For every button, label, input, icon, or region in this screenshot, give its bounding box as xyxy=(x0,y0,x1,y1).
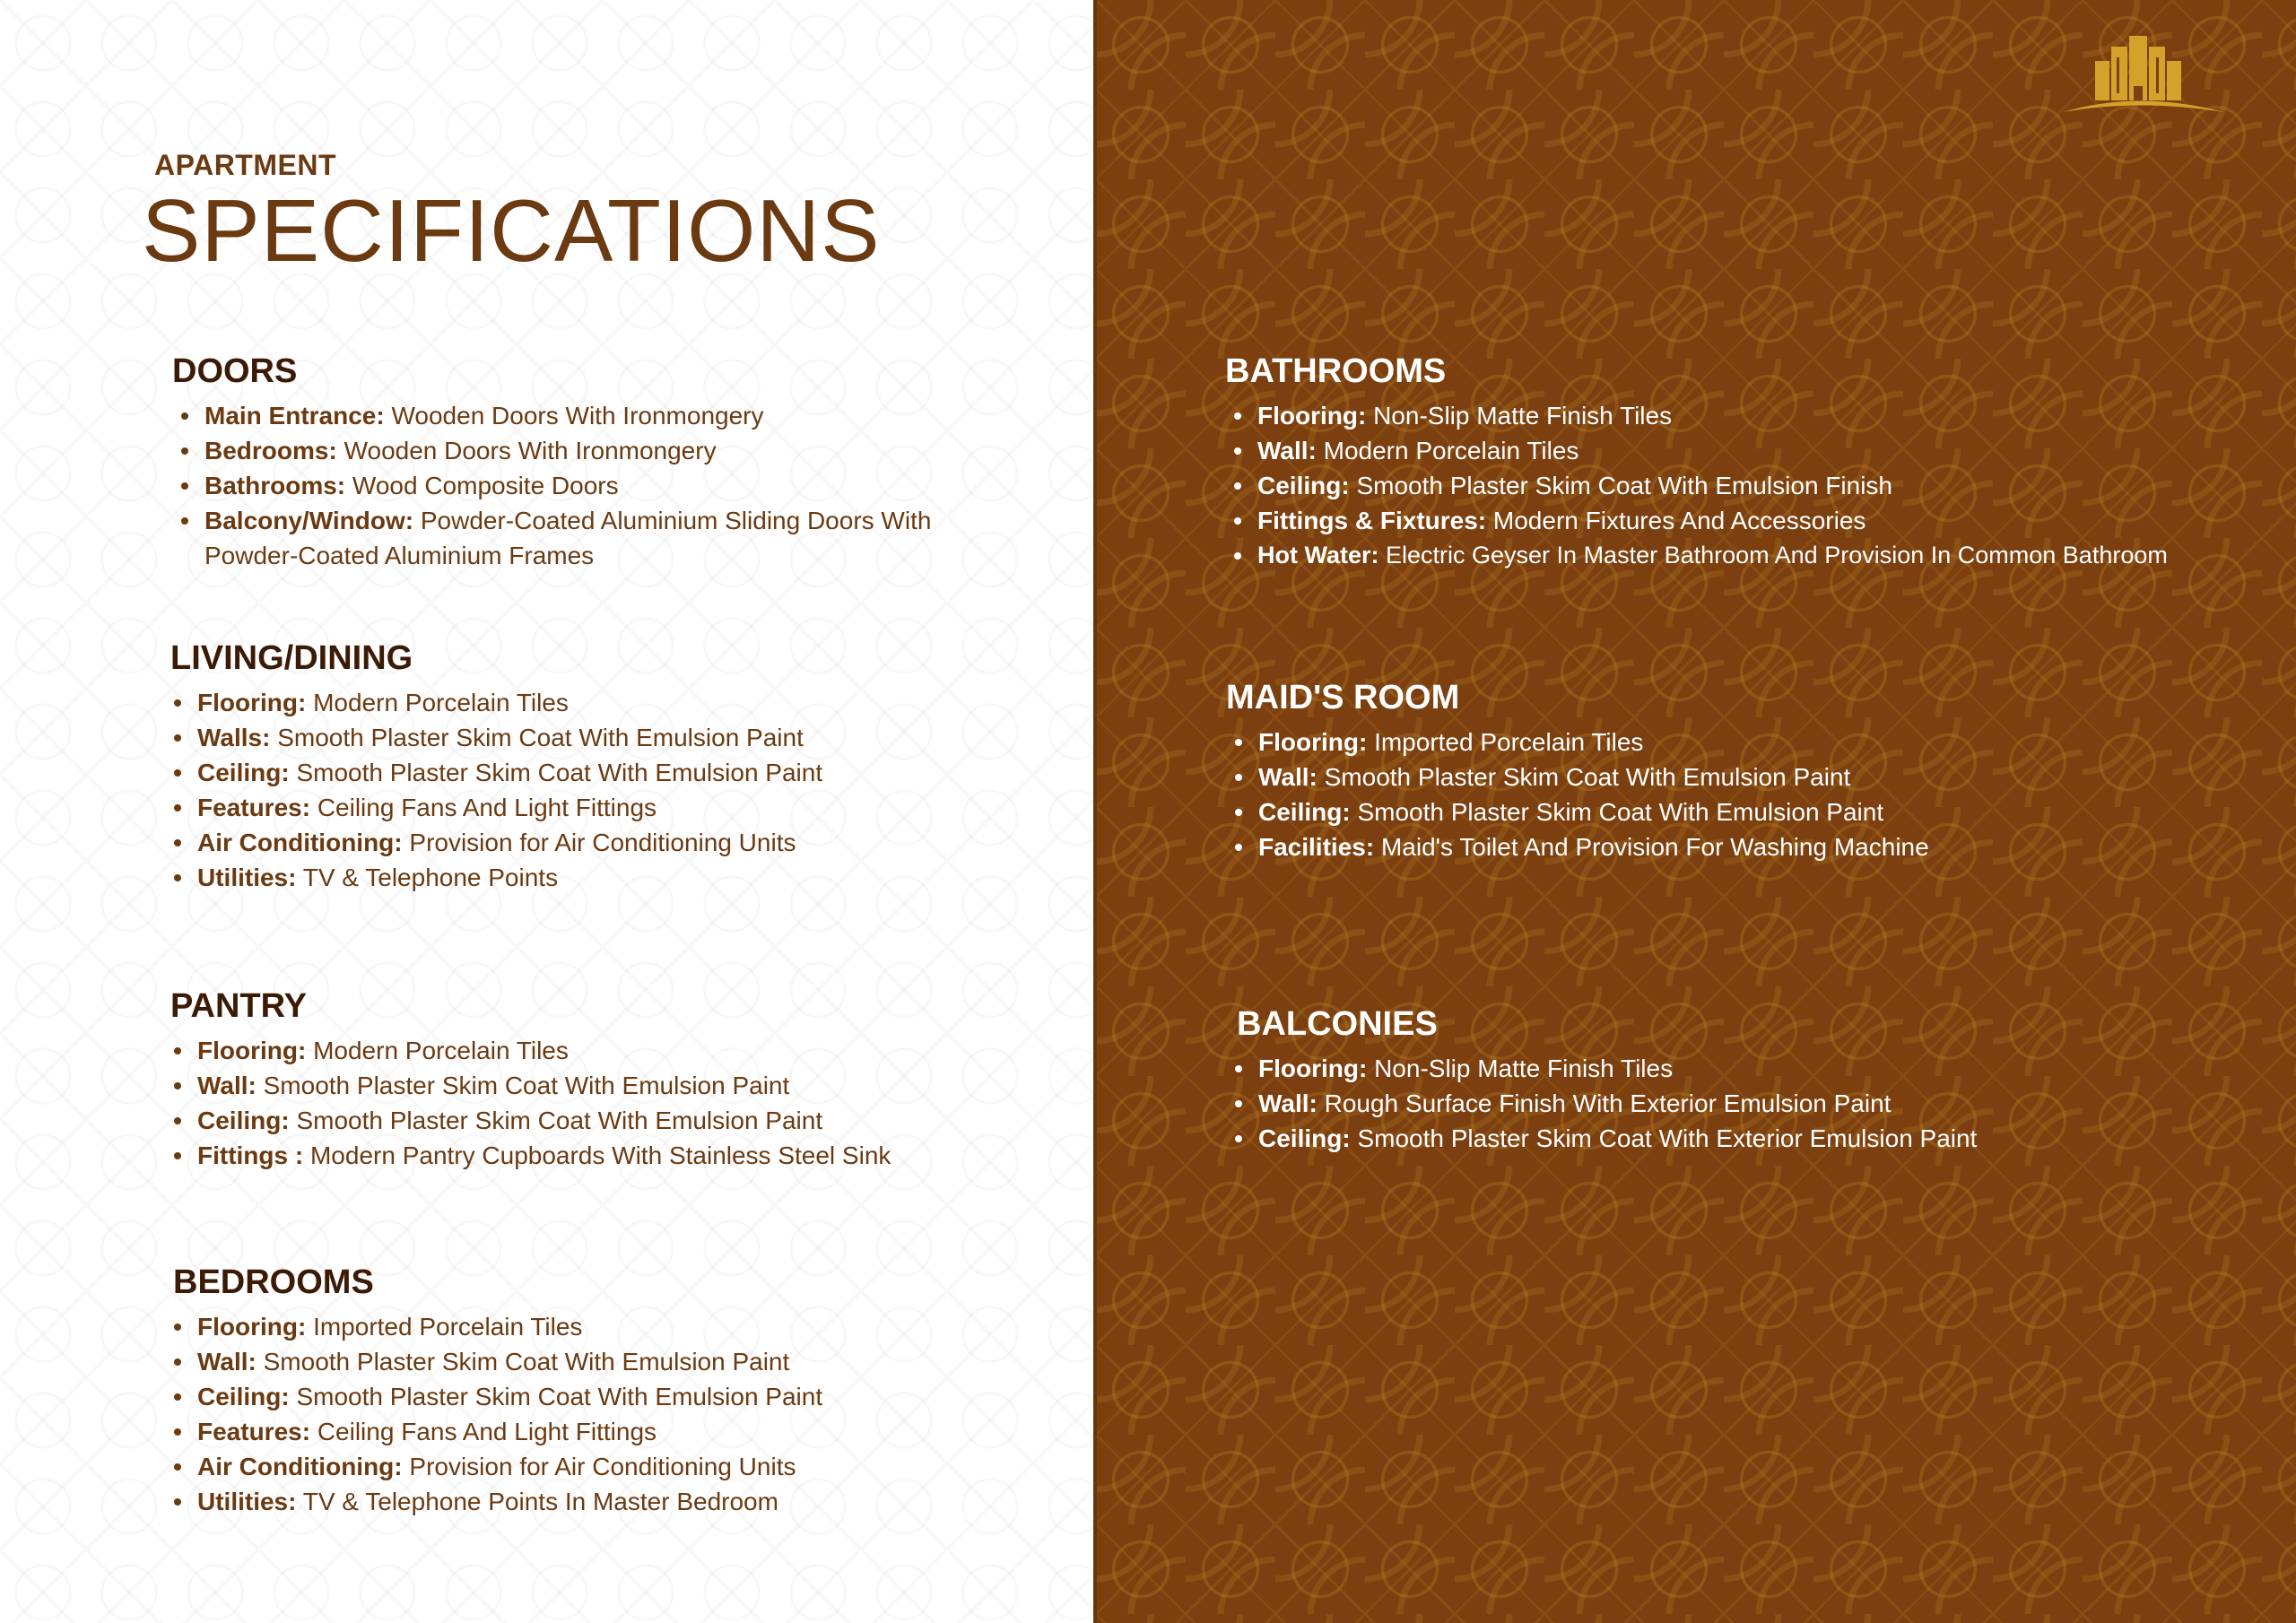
list-item: Bedrooms: Wooden Doors With Ironmongery xyxy=(204,433,1033,468)
spec-list xyxy=(1237,1051,2268,1156)
list-item: Wall: Smooth Plaster Skim Coat With Emulsion Paint xyxy=(1258,759,2266,794)
list-item: Utilities: TV & Telephone Points xyxy=(197,860,1031,895)
list-item: Bathrooms: Wood Composite Doors xyxy=(204,468,1033,503)
section-pantry xyxy=(170,988,1031,1173)
section-bathrooms xyxy=(1225,353,2283,573)
list-item: Features: Ceiling Fans And Light Fittings xyxy=(197,790,1031,825)
section-title: PANTRY xyxy=(170,987,307,1025)
list-item: Flooring: Non-Slip Matte Finish Tiles xyxy=(1257,398,2283,433)
spec-list xyxy=(1225,398,2283,573)
list-item: Ceiling: Smooth Plaster Skim Coat With Emulsion Paint xyxy=(1258,794,2266,829)
list-item: Flooring: Imported Porcelain Tiles xyxy=(1258,725,2266,759)
list-item: Flooring: Imported Porcelain Tiles xyxy=(197,1309,1034,1344)
list-item: Flooring: Modern Porcelain Tiles xyxy=(197,1033,1031,1068)
list-item: Air Conditioning: Provision for Air Conditioning Units xyxy=(197,1449,1034,1484)
spec-list xyxy=(173,1309,1034,1519)
section-living-dining xyxy=(170,640,1031,895)
section-title: MAID'S ROOM xyxy=(1226,679,1460,716)
list-item: Flooring: Non-Slip Matte Finish Tiles xyxy=(1258,1051,2268,1086)
page-kicker: APARTMENT xyxy=(154,149,336,181)
list-item: Facilities: Maid's Toilet And Provision For Washing Machine xyxy=(1258,829,2266,864)
list-item: Fittings : Modern Pantry Cupboards With Stainless Steel Sink xyxy=(197,1138,1031,1173)
list-item: Ceiling: Smooth Plaster Skim Coat With Emulsion Paint xyxy=(197,1379,1034,1414)
list-item: Flooring: Modern Porcelain Tiles xyxy=(197,685,1031,720)
section-balconies xyxy=(1237,1006,2268,1156)
list-item: Features: Ceiling Fans And Light Fittings xyxy=(197,1414,1034,1449)
list-item: Wall: Smooth Plaster Skim Coat With Emulsion Paint xyxy=(197,1068,1031,1103)
list-item: Utilities: TV & Telephone Points In Master Bedroom xyxy=(197,1484,1034,1519)
spec-list xyxy=(170,685,1031,895)
list-item: Wall: Modern Porcelain Tiles xyxy=(1257,433,2283,468)
page-title: SPECIFICATIONS xyxy=(142,181,881,280)
list-item: Wall: Rough Surface Finish With Exterior Emulsion Paint xyxy=(1258,1086,2268,1121)
list-item: Wall: Smooth Plaster Skim Coat With Emulsion Paint xyxy=(197,1344,1034,1379)
spec-list xyxy=(172,398,1033,573)
section-title: LIVING/DINING xyxy=(170,639,413,677)
section-maids-room xyxy=(1226,680,2266,864)
building-logo-icon xyxy=(2045,27,2233,117)
spec-list xyxy=(1226,725,2266,864)
section-doors xyxy=(172,353,1033,573)
list-item: Balcony/Window: Powder-Coated Aluminium Sliding Doors With Powder-Coated Aluminium Frames xyxy=(204,503,1012,573)
section-title: DOORS xyxy=(172,352,298,390)
panel-divider xyxy=(1093,0,1097,1623)
list-item: Ceiling: Smooth Plaster Skim Coat With Emulsion Paint xyxy=(197,1103,1031,1138)
list-item: Hot Water: Electric Geyser In Master Bathroom And Provision In Common Bathroom xyxy=(1257,538,2283,573)
section-bedrooms xyxy=(173,1264,1034,1519)
list-item: Air Conditioning: Provision for Air Conditioning Units xyxy=(197,825,1031,860)
list-item: Ceiling: Smooth Plaster Skim Coat With Emulsion Finish xyxy=(1257,468,2283,503)
list-item: Fittings & Fixtures: Modern Fixtures And Accessories xyxy=(1257,503,2283,538)
spec-list xyxy=(170,1033,1031,1173)
list-item: Walls: Smooth Plaster Skim Coat With Emulsion Paint xyxy=(197,720,1031,755)
section-title: BEDROOMS xyxy=(173,1263,374,1301)
list-item: Ceiling: Smooth Plaster Skim Coat With Emulsion Paint xyxy=(197,755,1031,790)
section-title: BALCONIES xyxy=(1237,1005,1438,1043)
section-title: BATHROOMS xyxy=(1225,352,1447,390)
list-item: Main Entrance: Wooden Doors With Ironmongery xyxy=(204,398,1033,433)
list-item: Ceiling: Smooth Plaster Skim Coat With Exterior Emulsion Paint xyxy=(1258,1121,2268,1156)
